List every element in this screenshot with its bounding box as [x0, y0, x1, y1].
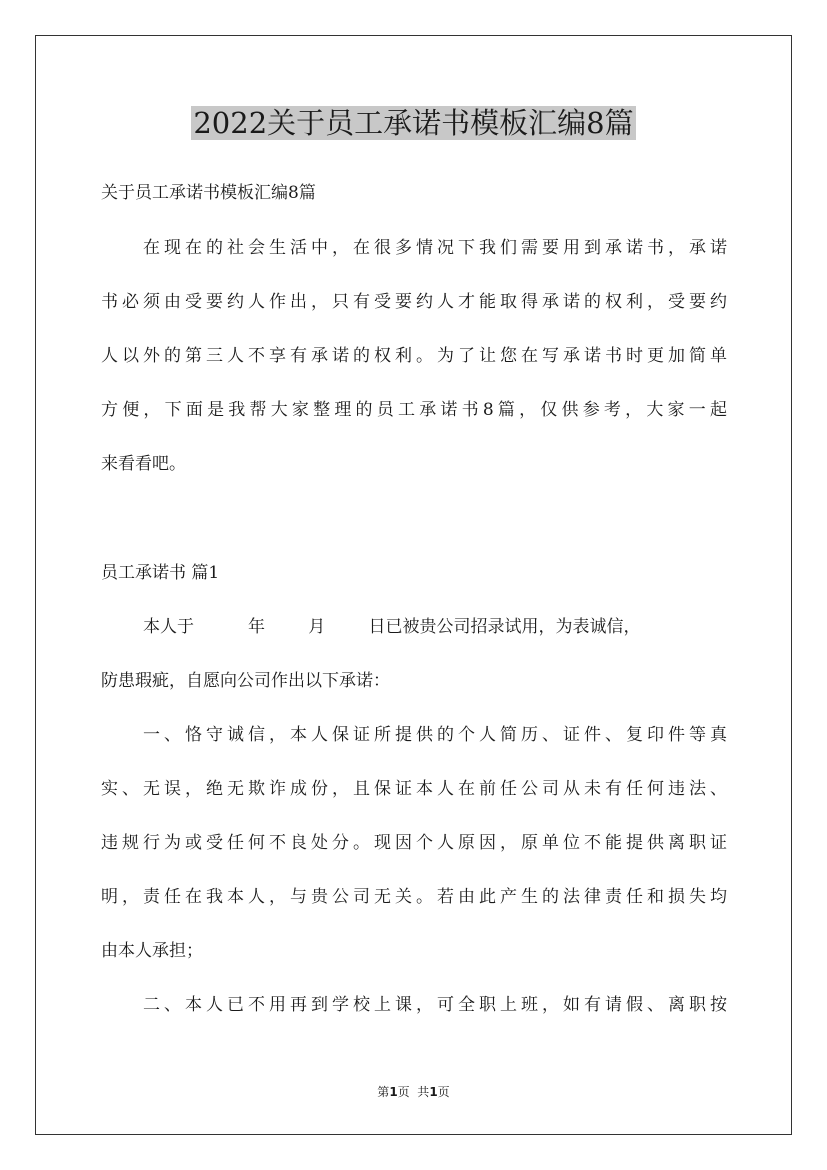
intro-line-4: 方便，下面是我帮大家整理的员工承诺书8篇，仅供参考，大家一起 — [101, 400, 727, 420]
footer-page-prefix: 第 — [377, 1085, 390, 1099]
intro-line-2: 书必须由受要约人作出，只有受要约人才能取得承诺的权利，受要约 — [101, 292, 727, 312]
document-title — [0, 101, 827, 145]
section-line-2: 防患瑕疵，自愿向公司作出以下承诺： — [101, 671, 390, 691]
footer-page-mid: 页 共 — [397, 1085, 430, 1099]
footer-page-suffix: 页 — [437, 1085, 450, 1099]
intro-line-5: 来看看吧。 — [101, 454, 186, 474]
section-line-6: 明，责任在我本人，与贵公司无关。若由此产生的法律责任和损失均 — [101, 887, 727, 907]
document-subtitle: 关于员工承诺书模板汇编8篇 — [101, 183, 316, 203]
section-line-7: 由本人承担； — [101, 941, 203, 961]
section-line-4: 实、无误，绝无欺诈成份，且保证本人在前任公司从未有任何违法、 — [101, 779, 727, 799]
section-heading: 员工承诺书 篇1 — [101, 563, 220, 583]
footer-page-total: 1 — [429, 1085, 438, 1099]
intro-line-1: 在现在的社会生活中，在很多情况下我们需要用到承诺书，承诺 — [143, 238, 727, 258]
page-footer — [0, 1083, 827, 1101]
intro-line-3: 人以外的第三人不享有承诺的权利。为了让您在写承诺书时更加简单 — [101, 346, 727, 366]
section-line-1: 本人于 年 月 日已被贵公司招录试用，为表诚信， — [143, 617, 641, 637]
document-title-text: 2022关于员工承诺书模板汇编8篇 — [193, 106, 634, 140]
footer-page-number: 1 — [389, 1085, 398, 1099]
section-line-3: 一、恪守诚信，本人保证所提供的个人简历、证件、复印件等真 — [143, 725, 727, 745]
section-line-5: 违规行为或受任何不良处分。现因个人原因，原单位不能提供离职证 — [101, 833, 727, 853]
section-line-8: 二、本人已不用再到学校上课，可全职上班，如有请假、离职按 — [143, 995, 727, 1015]
